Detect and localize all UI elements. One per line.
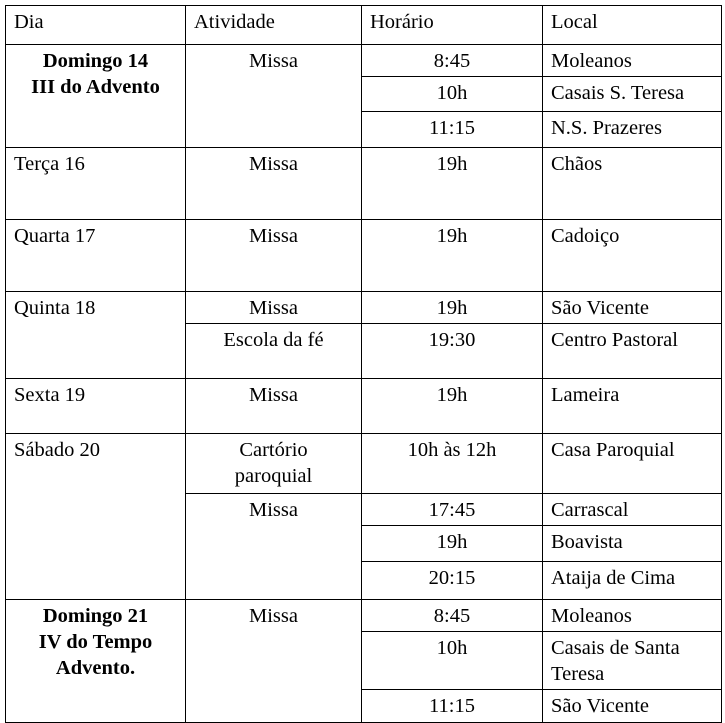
- place-cell: Casais de Santa Teresa: [543, 632, 722, 690]
- place-cell: São Vicente: [543, 292, 722, 324]
- table-row: [6, 220, 722, 292]
- activity-cell: Missa: [186, 220, 362, 292]
- table-row: [6, 434, 722, 494]
- day-cell: Sábado 20: [6, 434, 186, 600]
- activity-cell: Cartório paroquial: [186, 434, 362, 494]
- place-cell: Casais S. Teresa: [543, 77, 722, 112]
- time-cell: 19h: [362, 292, 543, 324]
- time-cell: 17:45: [362, 494, 543, 526]
- time-cell: 19h: [362, 526, 543, 562]
- day-cell: Quarta 17: [6, 220, 186, 292]
- place-cell: Chãos: [543, 148, 722, 220]
- activity-cell: Missa: [186, 292, 362, 324]
- table-row: [6, 292, 722, 324]
- table-row: [6, 45, 722, 77]
- header-time: Horário: [362, 6, 543, 45]
- place-cell: Centro Pastoral: [543, 324, 722, 379]
- day-cell: Quinta 18: [6, 292, 186, 379]
- day-cell: Terça 16: [6, 148, 186, 220]
- time-cell: 19h: [362, 379, 543, 434]
- place-cell: Moleanos: [543, 600, 722, 632]
- time-cell: 19h: [362, 220, 543, 292]
- time-cell: 19:30: [362, 324, 543, 379]
- activity-cell: Missa: [186, 379, 362, 434]
- time-cell: 11:15: [362, 690, 543, 723]
- day-cell: Domingo 21 IV do Tempo Advento.: [6, 600, 186, 723]
- place-cell: São Vicente: [543, 690, 722, 723]
- day-cell: Sexta 19: [6, 379, 186, 434]
- place-cell: Boavista: [543, 526, 722, 562]
- place-cell: Lameira: [543, 379, 722, 434]
- place-cell: Carrascal: [543, 494, 722, 526]
- table-row: [6, 379, 722, 434]
- time-cell: 8:45: [362, 600, 543, 632]
- place-cell: Ataija de Cima: [543, 562, 722, 600]
- time-cell: 20:15: [362, 562, 543, 600]
- activity-cell: Missa: [186, 494, 362, 600]
- time-cell: 8:45: [362, 45, 543, 77]
- place-cell: N.S. Prazeres: [543, 112, 722, 148]
- time-cell: 10h às 12h: [362, 434, 543, 494]
- place-cell: Casa Paroquial: [543, 434, 722, 494]
- schedule-table: [5, 5, 722, 723]
- place-cell: Cadoiço: [543, 220, 722, 292]
- time-cell: 19h: [362, 148, 543, 220]
- time-cell: 11:15: [362, 112, 543, 148]
- day-cell: Domingo 14 III do Advento: [6, 45, 186, 148]
- activity-cell: Missa: [186, 600, 362, 723]
- table-row: [6, 600, 722, 632]
- header-day: Dia: [6, 6, 186, 45]
- time-cell: 10h: [362, 632, 543, 690]
- place-cell: Moleanos: [543, 45, 722, 77]
- header-row: [6, 6, 722, 45]
- header-place: Local: [543, 6, 722, 45]
- header-activity: Atividade: [186, 6, 362, 45]
- activity-cell: Escola da fé: [186, 324, 362, 379]
- activity-cell: Missa: [186, 148, 362, 220]
- time-cell: 10h: [362, 77, 543, 112]
- table-row: [6, 148, 722, 220]
- activity-cell: Missa: [186, 45, 362, 148]
